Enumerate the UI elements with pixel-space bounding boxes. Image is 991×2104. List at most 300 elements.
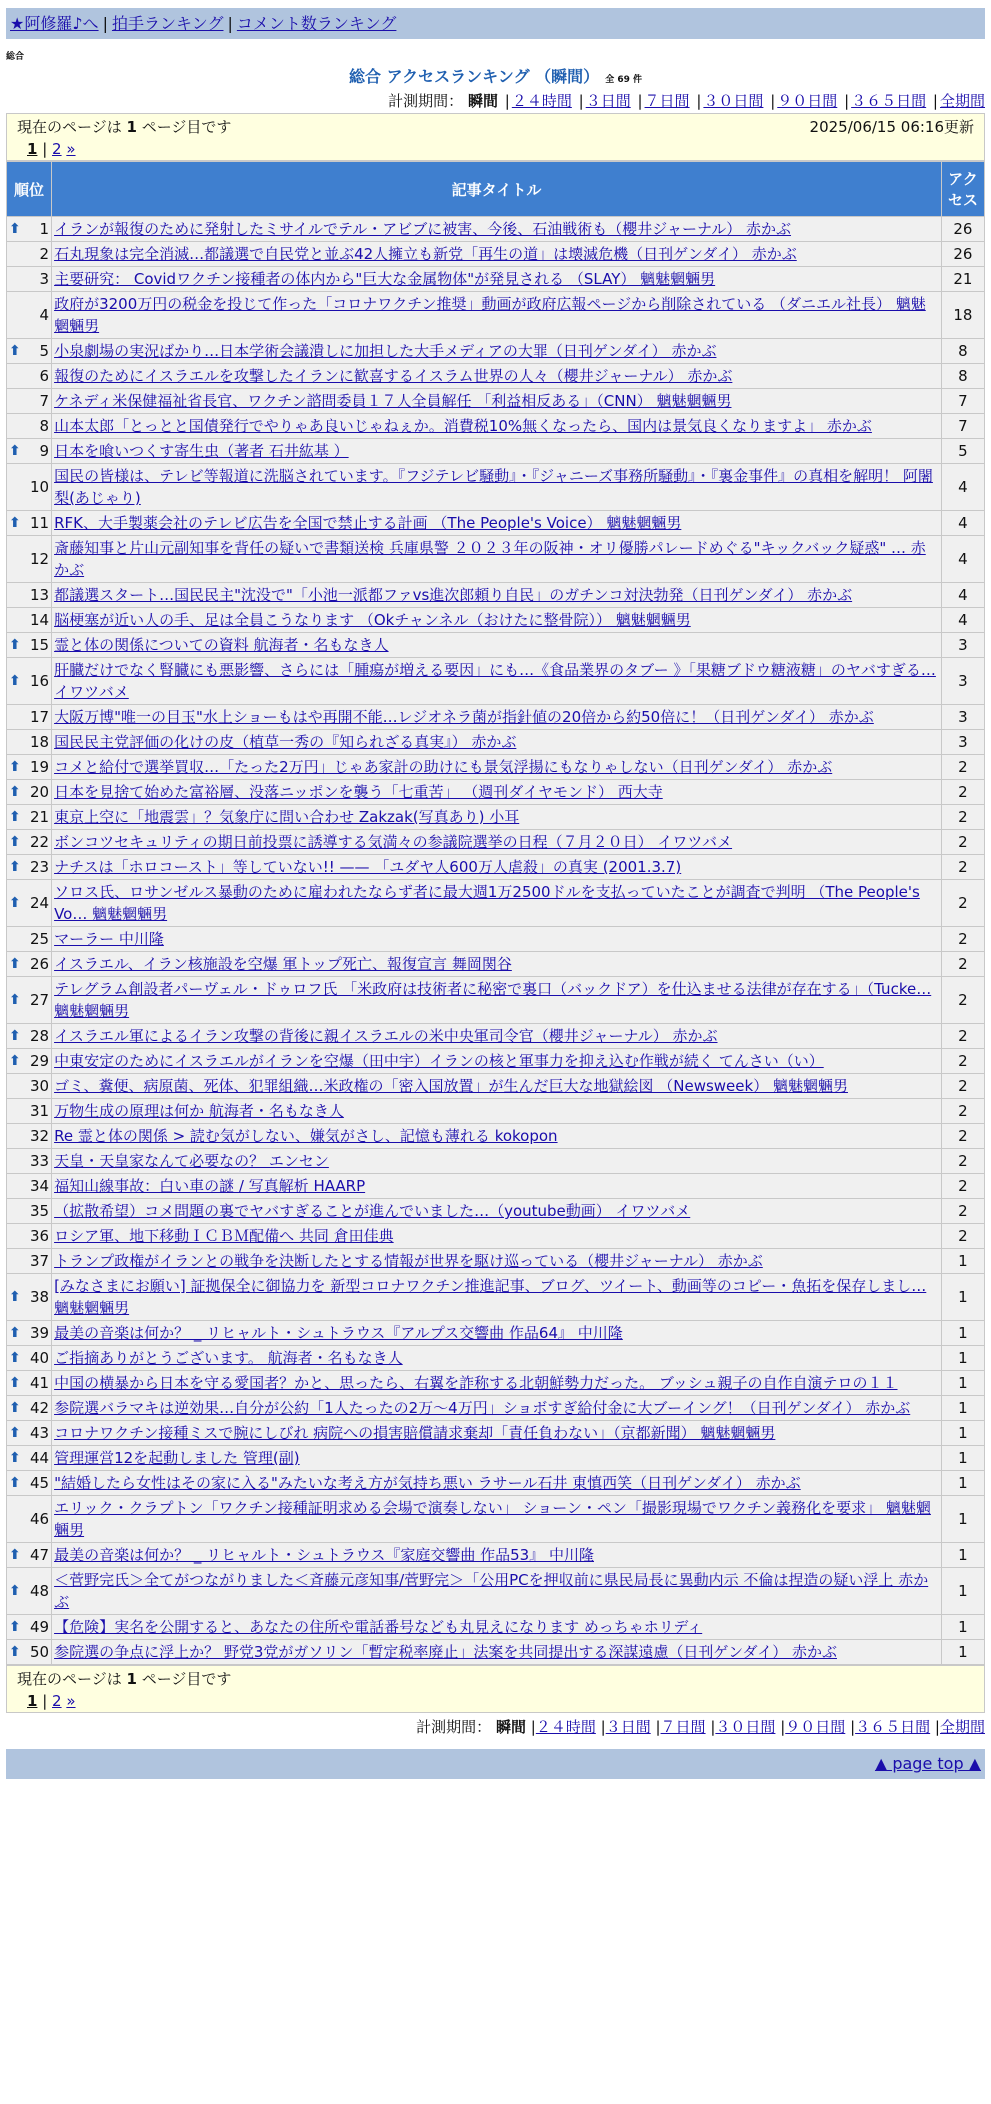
article-link[interactable]: 小泉劇場の実況ばかり…日本学術会議潰しに加担した大手メディアの大罪（日刊ゲンダイ） 赤かぶ [54,342,717,360]
title-cell [52,1074,941,1098]
access-count: 2 [942,1099,984,1123]
access-count: 2 [942,1074,984,1098]
rank-number: 37 [29,1252,50,1270]
title-cell [52,414,941,438]
rank-number: 7 [39,392,50,410]
access-count: 1 [942,1446,984,1470]
article-link[interactable]: 霊と体の関係についての資料 航海者・名もなき人 [54,636,389,654]
rank-number: 45 [29,1474,50,1492]
rank-number: 30 [29,1077,50,1095]
article-link[interactable]: （拡散希望）コメ問題の裏でヤバすぎることが進んでいました…（youtube動画） イワツバメ [54,1202,691,1220]
access-count: 8 [942,339,984,363]
rank-up-arrow-icon: ⬆ [9,834,21,850]
article-link[interactable]: 最美の音楽は何か？ _ リヒャルト・シュトラウス『家庭交響曲 作品53』 中川隆 [54,1546,594,1564]
access-count: 1 [942,1568,984,1614]
rank-cell [7,880,51,926]
period-link-7d[interactable]: ７日間 [660,1718,706,1736]
table-row [7,658,984,704]
table-row [7,952,984,976]
rank-up-arrow-icon: ⬆ [9,759,21,775]
rank-number: 1 [39,220,50,238]
rank-number: 43 [29,1424,50,1442]
article-link[interactable]: 管理運営12を起動しました 管理(副) [54,1449,300,1467]
article-link[interactable]: 最美の音楽は何か？ _ リヒャルト・シュトラウス『アルプス交響曲 作品64』 中川隆 [54,1324,623,1342]
period-link-90d[interactable]: ９０日間 [777,92,838,110]
rank-cell [7,705,51,729]
access-count: 5 [942,439,984,463]
access-count: 21 [942,267,984,291]
top-nav [6,8,985,39]
access-count: 1 [942,1615,984,1639]
rank-cell [7,1174,51,1198]
header-title: 記事タイトル [52,162,941,216]
rank-number: 9 [39,442,50,460]
rank-cell [7,1124,51,1148]
access-count: 1 [942,1274,984,1320]
table-row [7,217,984,241]
rank-up-arrow-icon: ⬆ [9,784,21,800]
rank-cell [7,1224,51,1248]
period-link-90d[interactable]: ９０日間 [785,1718,846,1736]
title-cell [52,705,941,729]
rank-cell [7,1024,51,1048]
title-cell [52,1640,941,1664]
rank-cell [7,292,51,338]
rank-cell [7,830,51,854]
rank-up-arrow-icon: ⬆ [9,343,21,359]
access-count: 3 [942,633,984,657]
title-cell [52,217,941,241]
rank-cell [7,464,51,510]
title-cell [52,1321,941,1345]
period-separator: | [770,92,776,110]
rank-up-arrow-icon: ⬆ [9,1400,21,1416]
article-link[interactable]: 日本を見捨て始めた富裕層、没落ニッポンを襲う「七重苦」 （週刊ダイヤモンド） 西大寺 [54,783,663,801]
rank-number: 36 [29,1227,50,1245]
article-link[interactable]: 【危険】実名を公開すると、あなたの住所や電話番号なども丸見えになります めっちゃホリディ [54,1618,703,1636]
current-page-suffix: ページ目です [141,1670,232,1688]
title-cell [52,1396,941,1420]
rank-cell [7,439,51,463]
rank-number: 46 [29,1510,50,1528]
rank-up-arrow-icon: ⬆ [9,956,21,972]
rank-cell [7,1049,51,1073]
period-link-3d[interactable]: ３日間 [605,1718,651,1736]
rank-cell [7,1496,51,1542]
rank-number: 24 [29,894,50,912]
article-link[interactable]: ご指摘ありがとうございます。 航海者・名もなき人 [54,1349,403,1367]
access-count: 1 [942,1640,984,1664]
rank-number: 32 [29,1127,50,1145]
rank-cell [7,217,51,241]
article-link[interactable]: イスラエル軍によるイラン攻撃の背後に親イスラエルの米中央軍司令官（櫻井ジャーナル） 赤かぶ [54,1027,718,1045]
title-cell [52,952,941,976]
article-link[interactable]: RFK、大手製薬会社のテレビ広告を全国で禁止する計画 （The People's Voice） 魑魅魍魎男 [54,514,682,532]
rank-up-arrow-icon: ⬆ [9,443,21,459]
table-row [7,339,984,363]
period-current: 瞬間 [495,1718,526,1736]
access-count: 4 [942,511,984,535]
access-count: 3 [942,658,984,704]
article-link[interactable]: Re 霊と体の関係 > 読む気がしない、嫌気がさし、記憶も薄れる kokopon [54,1127,558,1145]
table-row [7,730,984,754]
nav-link-clap-ranking[interactable]: 拍手ランキング [111,14,224,33]
period-link-30d[interactable]: ３０日間 [703,92,764,110]
article-link[interactable]: ロシア軍、地下移動ＩＣＢＭ配備へ 共同 倉田佳典 [54,1227,394,1245]
rank-number: 25 [29,930,50,948]
article-link[interactable]: コロナワクチン接種ミスで腕にしびれ 病院への損害賠償請求棄却「責任負わない」（京都新聞） 魑魅魍魎男 [54,1424,776,1442]
rank-up-arrow-icon: ⬆ [9,1375,21,1391]
article-link[interactable]: イスラエル、イラン核施設を空爆 軍トップ死亡、報復宣言 舞岡関谷 [54,955,512,973]
page [6,0,985,1779]
total-count: 全 69 件 [605,75,642,85]
access-count: 1 [942,1249,984,1273]
rank-up-arrow-icon: ⬆ [9,992,21,1008]
access-count: 1 [942,1421,984,1445]
article-link[interactable]: 福知山線事故：白い車の謎 / 写真解析 HAARP [54,1177,366,1195]
rank-up-arrow-icon: ⬆ [9,1350,21,1366]
rank-number: 5 [39,342,50,360]
page-link-2[interactable]: 2 [52,140,62,158]
rank-cell [7,1371,51,1395]
article-link[interactable]: 参院選バラマキは逆効果…自分が公約「1人たったの2万～4万円」ショボすぎ給付金に大ブーイング！（日刊ゲンダイ） 赤かぶ [54,1399,911,1417]
title-cell [52,1024,941,1048]
period-link-7d[interactable]: ７日間 [644,92,690,110]
page-top-link[interactable]: ▲ page top ▲ [874,1754,981,1773]
rank-number: 41 [29,1374,50,1392]
title-cell [52,439,941,463]
rank-cell [7,1568,51,1614]
title-cell [52,292,941,338]
period-link-24h[interactable]: ２４時間 [535,1718,596,1736]
access-count: 2 [942,805,984,829]
access-count: 2 [942,1024,984,1048]
rank-number: 40 [29,1349,50,1367]
rank-number: 19 [29,758,50,776]
article-link[interactable]: 参院選の争点に浮上か？ 野党3党がガソリン「暫定税率廃止」法案を共同提出する深謀遠慮（日刊ゲンダイ） 赤かぶ [54,1643,837,1661]
article-link[interactable]: 都議選スタート…国民民主"沈没で"「小池一派都ファvs進次郎頼り自民」のガチンコ対決勃発（日刊ゲンダイ） 赤かぶ [54,586,853,604]
table-row [7,1174,984,1198]
period-link-365d[interactable]: ３６５日間 [855,1718,931,1736]
rank-cell [7,1199,51,1223]
access-count: 2 [942,1174,984,1198]
nav-link-ashura[interactable]: ★阿修羅♪へ [10,14,99,33]
rank-cell [7,1249,51,1273]
article-link[interactable]: [みなさまにお願い] 証拠保全に御協力を 新型コロナワクチン推進記事、ブログ、ツイート、動画等のコピー・魚拓を保存しまし… 魑魅魍魎男 [54,1277,927,1317]
rank-cell [7,414,51,438]
rank-number: 10 [29,478,50,496]
title-cell [52,805,941,829]
rank-up-arrow-icon: ⬆ [9,1583,21,1599]
table-row [7,1396,984,1420]
period-link-30d[interactable]: ３０日間 [715,1718,776,1736]
rank-number: 3 [39,270,50,288]
article-link[interactable]: 主要研究： Covidワクチン接種者の体内から"巨大な金属物体"が発見される （SLAY） 魑魅魍魎男 [54,270,716,288]
article-link[interactable]: テレグラム創設者パーヴェル・ドゥロフ氏 「米政府は技術者に秘密で裏口（バックドア）を仕込ませる法律が存在する」（Tucke… 魑魅魍魎男 [54,980,932,1020]
page-link-2[interactable]: 2 [52,1692,62,1710]
rank-number: 21 [29,808,50,826]
article-link[interactable]: ケネディ米保健福祉省長官、ワクチン諮問委員１７人全員解任 「利益相反ある」（CNN） 魑魅魍魎男 [54,392,732,410]
current-page-number: 1 [126,118,137,136]
rank-cell [7,1346,51,1370]
rank-up-arrow-icon: ⬆ [9,859,21,875]
period-separator: | [504,92,510,110]
table-row [7,464,984,510]
pagination-box-bottom: 現在のページは 1 ページ目です 1 | 2 » [6,1665,985,1713]
rank-up-arrow-icon: ⬆ [9,809,21,825]
rank-cell [7,1099,51,1123]
access-count: 1 [942,1543,984,1567]
table-row [7,1124,984,1148]
article-link[interactable]: エリック・クラプトン「ワクチン接種証明求める会場で演奏しない」 ショーン・ペン「撮影現場でワクチン義務化を要求」 魑魅魍魎男 [54,1499,931,1539]
rank-cell [7,1543,51,1567]
rank-up-arrow-icon: ⬆ [9,1425,21,1441]
title-cell [52,267,941,291]
article-link[interactable]: 国民民主党評価の化けの皮（植草一秀の『知られざる真実』） 赤かぶ [54,733,517,751]
title-cell [52,1124,941,1148]
rank-up-arrow-icon: ⬆ [9,221,21,237]
rank-number: 44 [29,1449,50,1467]
rank-cell [7,1321,51,1345]
page-top-bar [6,1749,985,1779]
article-link[interactable]: 大阪万博"唯一の目玉"水上ショーもはや再開不能…レジオネラ菌が指針値の20倍から約50倍に！（日刊ゲンダイ） 赤かぶ [54,708,874,726]
table-row [7,1074,984,1098]
article-link[interactable]: 報復のためにイスラエルを攻撃したイランに歓喜するイスラム世界の人々（櫻井ジャーナル） 赤かぶ [54,367,733,385]
table-row [7,1149,984,1173]
access-count: 3 [942,730,984,754]
title-cell [52,1371,941,1395]
title-cell [52,1199,941,1223]
article-link[interactable]: ゴミ、糞便、病原菌、死体、犯罪組織…米政権の「密入国放置」が生んだ巨大な地獄絵図 （Newsweek） 魑魅魍魎男 [54,1077,848,1095]
rank-cell [7,339,51,363]
article-link[interactable]: 東京上空に「地震雲」？気象庁に問い合わせ Zakzak(写真あり) 小耳 [54,808,520,826]
article-link[interactable]: 政府が3200万円の税金を投じて作った「コロナワクチン推奨」動画が政府広報ページから削除されている （ダニエル社長） 魑魅魍魎男 [54,295,926,335]
period-separator: | [710,1718,716,1736]
rank-up-arrow-icon: ⬆ [9,1450,21,1466]
rank-cell [7,1471,51,1495]
rank-number: 6 [39,367,50,385]
access-count: 4 [942,536,984,582]
rank-number: 14 [29,611,50,629]
article-link[interactable]: ボンコツセキュリティの期日前投票に誘導する気満々の参議院選挙の日程（７月２０日） イワツバメ [54,833,733,851]
access-count: 1 [942,1496,984,1542]
title-cell [52,755,941,779]
rank-cell [7,389,51,413]
article-link[interactable]: ＜菅野完氏＞全てがつながりました＜斉藤元彦知事/菅野完＞「公用PCを押収前に県民局長に異動内示 不倫は捏造の疑い浮上 赤かぶ [54,1571,929,1611]
rank-cell [7,927,51,951]
table-row [7,755,984,779]
title-cell [52,1471,941,1495]
title-cell [52,464,941,510]
page-next-link[interactable]: » [66,1692,76,1710]
table-row [7,830,984,854]
article-link[interactable]: 中国の横暴から日本を守る愛国者？かと、思ったら、右翼を詐称する北朝鮮勢力だった。 ブッシュ親子の自作自演テロの１１ [54,1374,898,1392]
period-separator: | [578,92,584,110]
rank-number: 13 [29,586,50,604]
title-row [6,64,985,89]
article-link[interactable]: 国民の皆様は、テレビ等報道に洗脳されています。『フジテレビ騒動』・『ジャニーズ事務所騒動』・『裏金事件』の真相を解明！ 阿闍梨(あじゃり) [54,467,933,507]
access-count: 1 [942,1346,984,1370]
access-count: 26 [942,242,984,266]
table-row [7,855,984,879]
article-link[interactable]: 石丸現象は完全消滅…都議選で自民党と並ぶ42人擁立も新党「再生の道」は壊滅危機（日刊ゲンダイ） 赤かぶ [54,245,797,263]
title-cell [52,1224,941,1248]
rank-number: 50 [29,1643,50,1661]
period-link-all[interactable]: 全期間 [939,92,985,110]
article-link[interactable]: トランプ政権がイランとの戦争を決断したとする情報が世界を駆け巡っている（櫻井ジャーナル） 赤かぶ [54,1252,763,1270]
rank-number: 22 [29,833,50,851]
table-row [7,511,984,535]
current-page-text-bottom [17,1668,231,1690]
article-link[interactable]: 斎藤知事と片山元副知事を背任の疑いで書類送検 兵庫県警 ２０２３年の阪神・オリ優勝パレードめぐる"キックバック疑惑" … 赤かぶ [54,539,926,579]
page-title: 総合 アクセスランキング （瞬間） [349,67,600,86]
current-page-text [17,116,231,138]
rank-up-arrow-icon: ⬆ [9,1028,21,1044]
title-cell [52,1346,941,1370]
article-link[interactable]: 山本太郎「とっとと国債発行でやりゃあ良いじゃねぇか。消費税10%無くなったら、国内は景気良くなりますよ」 赤かぶ [54,417,872,435]
access-count: 2 [942,1149,984,1173]
article-link[interactable]: マーラー 中川隆 [54,930,164,948]
nav-link-comment-ranking[interactable]: コメント数ランキング [236,14,397,33]
title-cell [52,780,941,804]
header-rank: 順位 [7,162,51,216]
title-cell [52,1543,941,1567]
table-row [7,880,984,926]
access-count: 2 [942,1124,984,1148]
title-cell [52,1149,941,1173]
period-label: 計測期間： [388,92,464,110]
rank-number: 28 [29,1027,50,1045]
period-current: 瞬間 [467,92,498,110]
table-row [7,1199,984,1223]
title-cell [52,855,941,879]
table-row [7,977,984,1023]
title-cell [52,511,941,535]
rank-up-arrow-icon: ⬆ [9,515,21,531]
table-row [7,780,984,804]
title-cell [52,730,941,754]
rank-cell [7,780,51,804]
page-current: 1 [27,140,38,158]
access-count: 2 [942,927,984,951]
article-link[interactable]: 肝臓だけでなく腎臓にも悪影響、さらには「腫瘍が増える要因」にも…《食品業界のタブー 》「果糖ブドウ糖液糖」のヤバすぎる… イワツバメ [54,661,936,701]
access-count: 1 [942,1371,984,1395]
rank-number: 47 [29,1546,50,1564]
period-link-24h[interactable]: ２４時間 [511,92,572,110]
period-separator: | [932,92,938,110]
access-count: 3 [942,705,984,729]
title-cell [52,536,941,582]
table-row [7,536,984,582]
table-row [7,389,984,413]
table-row [7,1346,984,1370]
title-cell [52,339,941,363]
period-link-3d[interactable]: ３日間 [585,92,631,110]
current-page-prefix: 現在のページは [17,1670,122,1688]
rank-number: 20 [29,783,50,801]
article-link[interactable]: 万物生成の原理は何か 航海者・名もなき人 [54,1102,344,1120]
category-label: 総合 [6,52,25,62]
table-row [7,1615,984,1639]
rank-number: 27 [29,991,50,1009]
rank-number: 16 [29,672,50,690]
rank-number: 34 [29,1177,50,1195]
access-count: 2 [942,1049,984,1073]
article-link[interactable]: ソロス氏、ロサンゼルス暴動のために雇われたならず者に最大週1万2500ドルを支払っていたことが調査で判明 （The People's Vo… 魑魅魍魎男 [54,883,920,923]
rank-number: 35 [29,1202,50,1220]
article-link[interactable]: 日本を喰いつくす寄生虫（著者 石井紘基 ） [54,442,349,460]
table-row [7,439,984,463]
access-count: 2 [942,952,984,976]
rank-number: 15 [29,636,50,654]
access-count: 8 [942,364,984,388]
table-row [7,1568,984,1614]
article-link[interactable]: コメと給付で選挙買収…「たった2万円」じゃあ家計の助けにも景気浮揚にもなりゃしない（日刊ゲンダイ） 赤かぶ [54,758,833,776]
rank-number: 38 [29,1288,50,1306]
table-row [7,1543,984,1567]
rank-up-arrow-icon: ⬆ [9,1475,21,1491]
title-cell [52,389,941,413]
rank-number: 2 [39,245,50,263]
rank-up-arrow-icon: ⬆ [9,1053,21,1069]
table-row [7,805,984,829]
table-row [7,927,984,951]
rank-up-arrow-icon: ⬆ [9,637,21,653]
table-row [7,1496,984,1542]
table-row [7,1049,984,1073]
access-count: 7 [942,389,984,413]
article-link[interactable]: "結婚したら女性はその家に入る"みたいな考え方が気持ち悪い ラサール石井 東慎西笑（日刊ゲンダイ） 赤かぶ [54,1474,801,1492]
period-label: 計測期間： [416,1718,492,1736]
table-row [7,414,984,438]
article-link[interactable]: 脳梗塞が近い人の手、足は全員こうなります （Okチャンネル（おけたに整骨院）） 魑魅魍魎男 [54,611,691,629]
rank-number: 39 [29,1324,50,1342]
title-cell [52,1446,941,1470]
period-link-all[interactable]: 全期間 [939,1718,985,1736]
period-separator: | [600,1718,606,1736]
rank-number: 31 [29,1102,50,1120]
nav-separator: | [227,14,233,33]
rank-up-arrow-icon: ⬆ [9,1289,21,1305]
rank-number: 23 [29,858,50,876]
title-cell [52,608,941,632]
page-next-link[interactable]: » [66,140,76,158]
period-selector-bottom [6,1715,985,1739]
table-row [7,242,984,266]
title-cell [52,927,941,951]
rank-up-arrow-icon: ⬆ [9,1547,21,1563]
article-link[interactable]: 中東安定のためにイスラエルがイランを空爆（田中宇）イランの核と軍事力を抑え込む作戦が続く てんさい（い） [54,1052,824,1070]
access-count: 4 [942,608,984,632]
title-cell [52,830,941,854]
article-link[interactable]: 天皇・天皇家なんて必要なの？ エンセン [54,1152,329,1170]
rank-cell [7,855,51,879]
ranking-table [6,161,985,1665]
period-selector [6,89,985,113]
rank-number: 29 [29,1052,50,1070]
article-link[interactable]: イランが報復のために発射したミサイルでテル・アビブに被害、今後、石油戦術も（櫻井ジャーナル） 赤かぶ [54,220,792,238]
table-row [7,1224,984,1248]
nav-separator: | [102,14,108,33]
period-link-365d[interactable]: ３６５日間 [851,92,927,110]
period-separator: | [850,1718,856,1736]
rank-cell [7,755,51,779]
article-link[interactable]: ナチスは「ホロコースト」等していない!! —— 「ユダヤ人600万人虐殺」の真実 (2001.3.7) [54,858,682,876]
period-separator: | [780,1718,786,1736]
table-row [7,364,984,388]
title-cell [52,1049,941,1073]
rank-cell [7,1074,51,1098]
